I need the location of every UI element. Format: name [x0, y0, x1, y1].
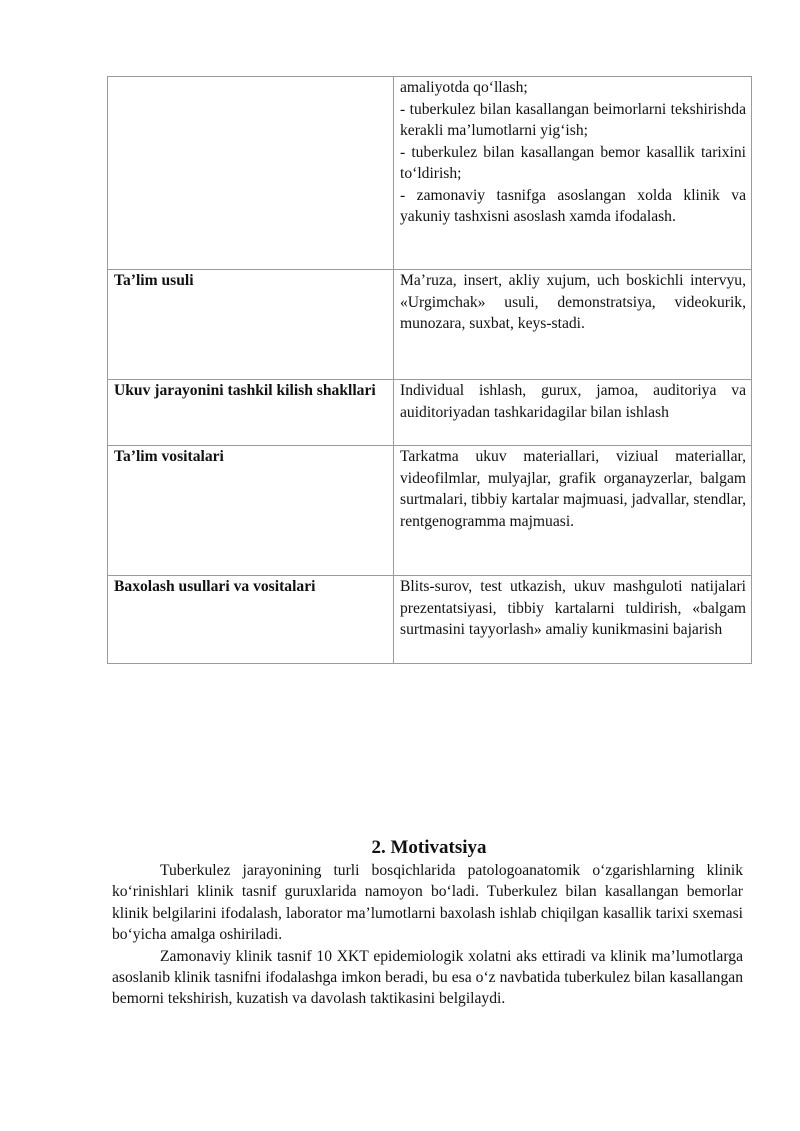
table-row — [108, 576, 752, 664]
row-value — [394, 380, 752, 446]
value-line: amaliyotda qo‘llash; — [400, 79, 528, 96]
value-line: - tuberkulez bilan kasallangan beimorlarni tekshirishda kerakli ma’lumotlarni yig‘ish; — [400, 100, 746, 139]
table-row — [108, 446, 752, 576]
row-label: Ukuv jarayonini tashkil kilish shakllari — [108, 380, 394, 446]
value-line: - zamonaviy tasnifga asoslangan xolda klinik va yakuniy tashxisni asoslash xamda ifodalash. — [400, 186, 746, 225]
table-row — [108, 270, 752, 380]
paragraph: Tuberkulez jarayonining turli bosqichlarida patologoanatomik o‘zgarishlarning klinik ko‘rinishlari klinik tasnif guruxlarida namoyon bo‘ladi. Tuberkulez bilan kasallangan bemorlar klinik belgilarini ifodalash, laborator ma’lumotlarni baxolash ishlab chiqilgan kasallik tarixi sxemasi bo‘yicha amalga oshiriladi. — [112, 862, 743, 944]
info-table — [107, 76, 752, 664]
row-value — [394, 446, 752, 576]
table-row — [108, 380, 752, 446]
value-line: - tuberkulez bilan kasallangan bemor kasallik tarixini to‘ldirish; — [400, 143, 746, 182]
row-value — [394, 576, 752, 664]
row-label: Baxolash usullari va vositalari — [108, 576, 394, 664]
value-line: Tarkatma ukuv materiallari, viziual materiallar, videofilmlar, mulyajlar, grafik organayzerlar, balgam surtmalari, tibbiy kartalar majmuasi, jadvallar, stendlar, rentgenogramma majmuasi. — [400, 448, 746, 530]
paragraph: Zamonaviy klinik tasnif 10 XKT epidemiologik xolatni aks ettiradi va klinik ma’lumotlarga asoslanib klinik tasnifni ifodalashga imkon beradi, bu esa o‘z navbatida tuberkulez bilan kasallangan bemorni tekshirish, kuzatish va davolash taktikasini belgilaydi. — [112, 947, 743, 1008]
row-label — [108, 77, 394, 270]
row-value — [394, 77, 752, 270]
row-label: Ta’lim vositalari — [108, 446, 394, 576]
row-value — [394, 270, 752, 380]
value-line: Individual ishlash, gurux, jamoa, auditoriya va auiditoriyadan tashkaridagilar bilan ishlash — [400, 382, 746, 421]
section-body — [112, 860, 743, 1010]
value-line: Blits-surov, test utkazish, ukuv mashguloti natijalari prezentatsiyasi, tibbiy kartalarni tuldirish, «balgam surtmasini tayyorlash» amaliy kunikmasini bajarish — [400, 578, 746, 638]
table-row — [108, 77, 752, 270]
section-heading: 2. Motivatsiya — [371, 837, 487, 858]
value-line: Ma’ruza, insert, akliy xujum, uch boskichli intervyu, «Urgimchak» usuli, demonstratsiya, videokurik, munozara, suxbat, keys-stadi. — [400, 272, 746, 332]
row-label: Ta’lim usuli — [108, 270, 394, 380]
